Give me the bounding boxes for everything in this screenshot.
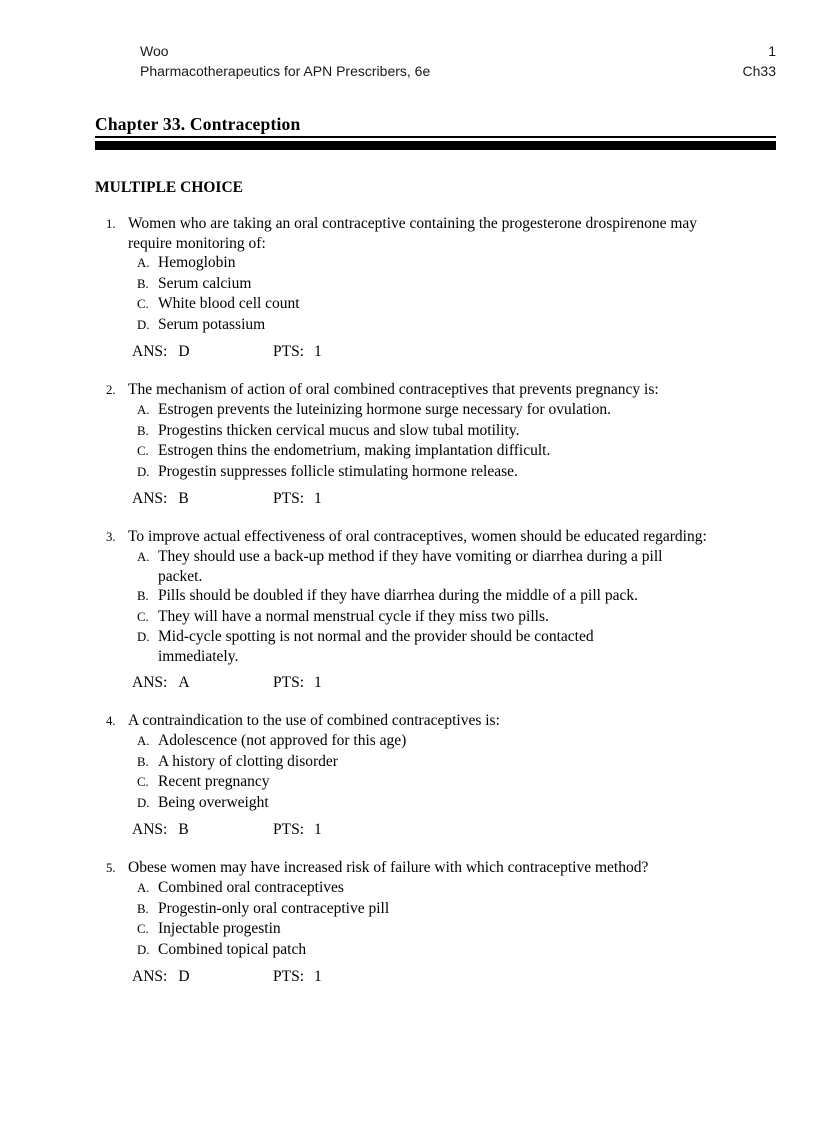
- question-block: [106, 380, 776, 509]
- header-page-number: 1: [768, 43, 776, 59]
- answer-value: A: [178, 674, 190, 691]
- answer-value: B: [178, 490, 189, 507]
- answer-option: [137, 400, 776, 421]
- option-letter: B.: [137, 276, 149, 291]
- answer-option: [137, 752, 776, 773]
- answer-option: [137, 294, 776, 315]
- answer-group: [132, 342, 273, 362]
- question-block: [106, 214, 776, 362]
- option-text: Estrogen prevents the luteinizing hormone surge necessary for ovulation.: [158, 401, 611, 418]
- question-stem: Women who are taking an oral contraceptive containing the progesterone drospirenone may require monitoring of:: [128, 215, 698, 252]
- answer-option: [137, 772, 776, 793]
- option-letter: B.: [137, 754, 149, 769]
- answer-group: [132, 820, 273, 840]
- option-letter: D.: [137, 942, 150, 957]
- option-text: Combined topical patch: [158, 940, 307, 958]
- answer-row: [132, 967, 776, 987]
- points-value: 1: [314, 674, 322, 691]
- answer-group: [132, 673, 273, 693]
- points-label: PTS:: [273, 821, 305, 838]
- option-text: Mid-cycle spotting is not normal and the provider should be contacted immediately.: [158, 628, 594, 665]
- section-heading: MULTIPLE CHOICE: [95, 179, 243, 196]
- option-text: A history of clotting disorder: [158, 752, 338, 770]
- answer-option: [137, 940, 776, 961]
- answer-row: [132, 673, 776, 693]
- answer-option: [137, 547, 776, 586]
- option-text: Adolescence (not approved for this age): [158, 732, 407, 749]
- points-label: PTS:: [273, 343, 305, 360]
- header-left-column: [140, 41, 430, 81]
- option-text: Progestin suppresses follicle stimulating hormone release.: [158, 462, 518, 480]
- answer-option: [137, 586, 776, 607]
- answer-value: D: [178, 343, 190, 360]
- option-letter: D.: [137, 795, 150, 810]
- option-letter: C.: [137, 609, 149, 624]
- answer-group: [132, 489, 273, 509]
- option-letter: B.: [137, 423, 149, 438]
- question-number: 5.: [106, 860, 116, 875]
- points-value: 1: [314, 490, 322, 507]
- heading-rule-bar: [95, 141, 776, 150]
- question-block: [106, 858, 776, 987]
- question-number: 4.: [106, 713, 116, 728]
- question-stem: The mechanism of action of oral combined contraceptives that prevents pregnancy is:: [128, 380, 659, 398]
- chapter-heading: Chapter 33. Contraception: [95, 114, 776, 138]
- option-text: Progestins thicken cervical mucus and slow tubal motility.: [158, 421, 520, 439]
- answer-label: ANS:: [132, 343, 168, 360]
- option-text: Pills should be doubled if they have diarrhea during the middle of a pill pack.: [158, 587, 638, 604]
- option-text: Serum potassium: [158, 315, 266, 333]
- option-letter: B.: [137, 901, 149, 916]
- question-stem-row: [106, 214, 776, 253]
- chapter-heading-block: [95, 114, 776, 150]
- answer-option: [137, 899, 776, 920]
- option-letter: B.: [137, 589, 149, 603]
- question-list: [106, 214, 776, 987]
- question-stem: Obese women may have increased risk of failure with which contraceptive method?: [128, 858, 649, 876]
- question-block: [106, 527, 776, 693]
- question-stem-row: [106, 858, 776, 879]
- answer-option: [137, 878, 776, 899]
- option-text: Serum calcium: [158, 274, 252, 292]
- header-right-column: [743, 41, 776, 81]
- option-letter: C.: [137, 922, 149, 936]
- option-text: They should use a back-up method if they have vomiting or diarrhea during a pill packet.: [158, 548, 663, 585]
- answer-option: [137, 441, 776, 462]
- header-chapter-code: Ch33: [742, 63, 776, 79]
- option-text: They will have a normal menstrual cycle if they miss two pills.: [158, 607, 549, 625]
- option-letter: C.: [137, 775, 149, 789]
- option-letter: D.: [137, 317, 150, 332]
- option-letter: D.: [137, 464, 150, 479]
- question-stem-row: [106, 380, 776, 401]
- answer-value: B: [178, 821, 189, 838]
- option-text: Hemoglobin: [158, 254, 236, 271]
- answer-label: ANS:: [132, 490, 168, 507]
- option-text: Being overweight: [158, 793, 269, 811]
- option-text: Combined oral contraceptives: [158, 879, 344, 896]
- points-value: 1: [314, 821, 322, 838]
- answer-label: ANS:: [132, 821, 168, 838]
- option-letter: A.: [137, 881, 150, 895]
- option-letter: C.: [137, 297, 149, 311]
- header-author: Woo: [140, 43, 169, 59]
- answer-label: ANS:: [132, 968, 168, 985]
- answer-option: [137, 274, 776, 295]
- question-stem: To improve actual effectiveness of oral contraceptives, women should be educated regarding:: [128, 527, 707, 545]
- option-text: Recent pregnancy: [158, 773, 270, 790]
- answer-row: [132, 489, 776, 509]
- option-text: White blood cell count: [158, 295, 300, 312]
- points-label: PTS:: [273, 490, 305, 507]
- page-header: [140, 41, 776, 81]
- answer-option: [137, 421, 776, 442]
- answer-option: [137, 793, 776, 814]
- points-value: 1: [314, 968, 322, 985]
- answer-option: [137, 315, 776, 336]
- answer-option: [137, 462, 776, 483]
- answer-value: D: [178, 968, 190, 985]
- option-text: Progestin-only oral contraceptive pill: [158, 899, 390, 917]
- question-stem: A contraindication to the use of combined contraceptives is:: [128, 711, 500, 729]
- option-text: Estrogen thins the endometrium, making implantation difficult.: [158, 442, 551, 459]
- question-number: 1.: [106, 217, 116, 231]
- answer-label: ANS:: [132, 674, 168, 691]
- question-number: 2.: [106, 382, 116, 397]
- answer-option: [137, 919, 776, 940]
- question-stem-row: [106, 527, 776, 548]
- option-letter: C.: [137, 444, 149, 458]
- points-label: PTS:: [273, 674, 305, 691]
- points-label: PTS:: [273, 968, 305, 985]
- points-value: 1: [314, 343, 322, 360]
- option-letter: A.: [137, 403, 150, 417]
- option-letter: D.: [137, 630, 150, 644]
- answer-row: [132, 820, 776, 840]
- answer-option: [137, 607, 776, 628]
- answer-option: [137, 253, 776, 274]
- header-book-title: Pharmacotherapeutics for APN Prescribers, 6e: [140, 63, 431, 79]
- answer-option: [137, 627, 776, 666]
- question-block: [106, 711, 776, 840]
- option-text: Injectable progestin: [158, 920, 281, 937]
- question-stem-row: [106, 711, 776, 732]
- question-number: 3.: [106, 529, 116, 544]
- option-letter: A.: [137, 550, 150, 564]
- answer-option: [137, 731, 776, 752]
- option-letter: A.: [137, 256, 150, 270]
- answer-row: [132, 342, 776, 362]
- option-letter: A.: [137, 734, 150, 748]
- answer-group: [132, 967, 273, 987]
